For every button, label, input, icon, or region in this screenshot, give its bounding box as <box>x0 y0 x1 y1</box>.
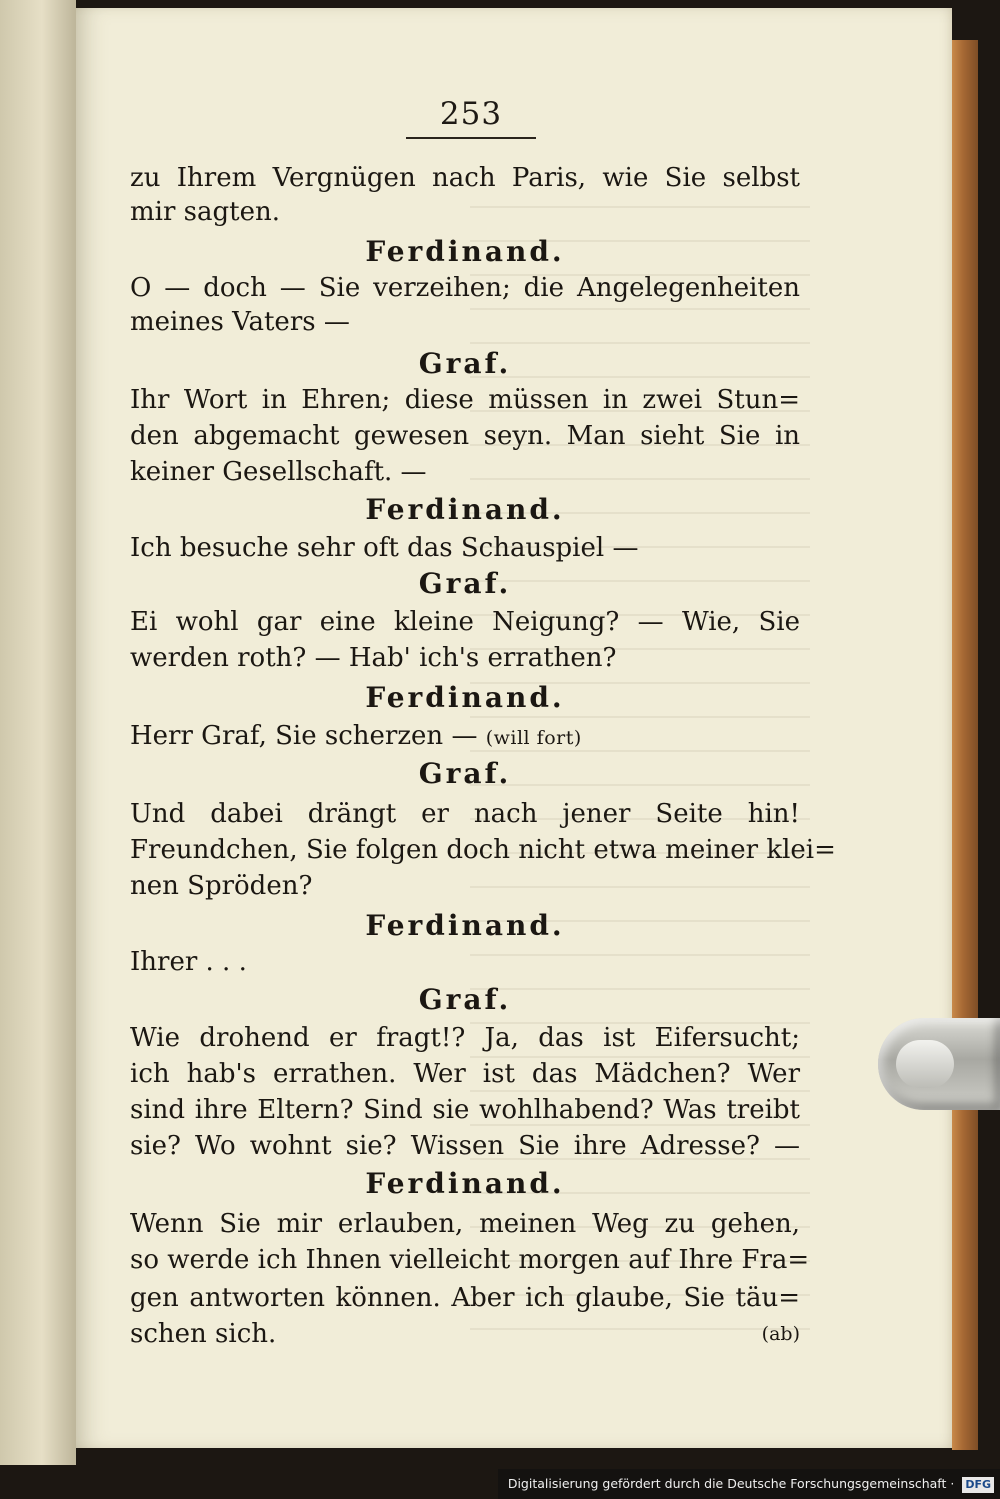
text-line <box>130 640 800 676</box>
speaker-name: Ferdinand. <box>365 909 565 942</box>
text-line <box>130 194 800 230</box>
line-text: Und dabei drängt er nach jener Seite hin! <box>130 799 800 829</box>
text-line <box>130 1092 800 1128</box>
line-text: Ihrer . . . <box>130 947 247 977</box>
speaker-name: Graf. <box>418 347 512 380</box>
text-line <box>130 1280 800 1316</box>
stage-direction: (will fort) <box>485 727 582 749</box>
speaker-name: Ferdinand. <box>365 493 565 526</box>
speaker-name: Ferdinand. <box>365 1167 565 1200</box>
text-line <box>130 304 800 340</box>
text-line <box>130 1056 800 1092</box>
line-text: sie? Wo wohnt sie? Wissen Sie ihre Adresse? — <box>130 1131 800 1161</box>
speaker-name: Ferdinand. <box>365 235 565 268</box>
speaker-name: Ferdinand. <box>365 681 565 714</box>
text-line <box>130 1316 800 1352</box>
line-text: meines Vaters — <box>130 307 350 337</box>
text-line <box>130 1020 800 1056</box>
text-line <box>130 832 836 868</box>
text-line <box>130 1242 810 1278</box>
text-line <box>130 1128 800 1164</box>
line-text: den abgemacht gewesen seyn. Man sieht Sie in <box>130 421 800 451</box>
text-line <box>130 868 800 904</box>
line-text: Ihr Wort in Ehren; diese müssen in zwei Stun= <box>130 385 800 415</box>
line-text: gen antworten können. Aber ich glaube, Sie täu= <box>130 1283 800 1313</box>
line-text: sind ihre Eltern? Sind sie wohlhabend? Was treibt <box>130 1095 800 1125</box>
digitization-credit <box>498 1469 1000 1499</box>
line-text: mir sagten. <box>130 197 280 227</box>
line-text: nen Spröden? <box>130 871 313 901</box>
line-text: Ei wohl gar eine kleine Neigung? — Wie, Sie <box>130 607 800 637</box>
scan-clip-hole <box>896 1040 954 1088</box>
line-text: Herr Graf, Sie scherzen — <box>130 721 478 751</box>
text-line <box>130 418 800 454</box>
text-line <box>130 160 800 196</box>
page-number: 253 <box>439 96 503 132</box>
credit-text: Digitalisierung gefördert durch die Deutsche Forschungsgemeinschaft · <box>507 1476 955 1491</box>
text-line <box>130 944 800 980</box>
text-line <box>130 382 800 418</box>
line-text: zu Ihrem Vergnügen nach Paris, wie Sie selbst <box>130 163 800 193</box>
line-text: Wie drohend er fragt!? Ja, das ist Eifersucht; <box>130 1023 800 1053</box>
line-text: so werde ich Ihnen vielleicht morgen auf Ihre Fra= <box>130 1245 810 1275</box>
line-text: Freundchen, Sie folgen doch nicht etwa meiner klei= <box>130 835 836 865</box>
text-line <box>130 604 800 640</box>
line-text: ich hab's errathen. Wer ist das Mädchen? Wer <box>130 1059 800 1089</box>
line-text: Wenn Sie mir erlauben, meinen Weg zu gehen, <box>130 1209 800 1239</box>
text-line <box>130 454 800 490</box>
stage-direction: (ab) <box>761 1323 800 1345</box>
page-stack-edge <box>952 40 978 1450</box>
text-line <box>130 1206 800 1242</box>
line-text: schen sich. <box>130 1319 277 1349</box>
line-text: keiner Gesellschaft. — <box>130 457 427 487</box>
left-page-edge <box>0 0 76 1465</box>
line-text: werden roth? — Hab' ich's errathen? <box>130 643 617 673</box>
text-line <box>130 530 800 566</box>
text-line <box>130 270 800 306</box>
line-text: O — doch — Sie verzeihen; die Angelegenheiten <box>130 273 800 303</box>
speaker-name: Graf. <box>418 757 512 790</box>
dfg-logo: DFG <box>962 1477 994 1493</box>
text-line <box>130 718 800 754</box>
page-number-rule <box>406 137 536 139</box>
speaker-name: Graf. <box>418 983 512 1016</box>
text-line <box>130 796 800 832</box>
scan-clip <box>878 1018 1000 1110</box>
line-text: Ich besuche sehr oft das Schauspiel — <box>130 533 639 563</box>
speaker-name: Graf. <box>418 567 512 600</box>
